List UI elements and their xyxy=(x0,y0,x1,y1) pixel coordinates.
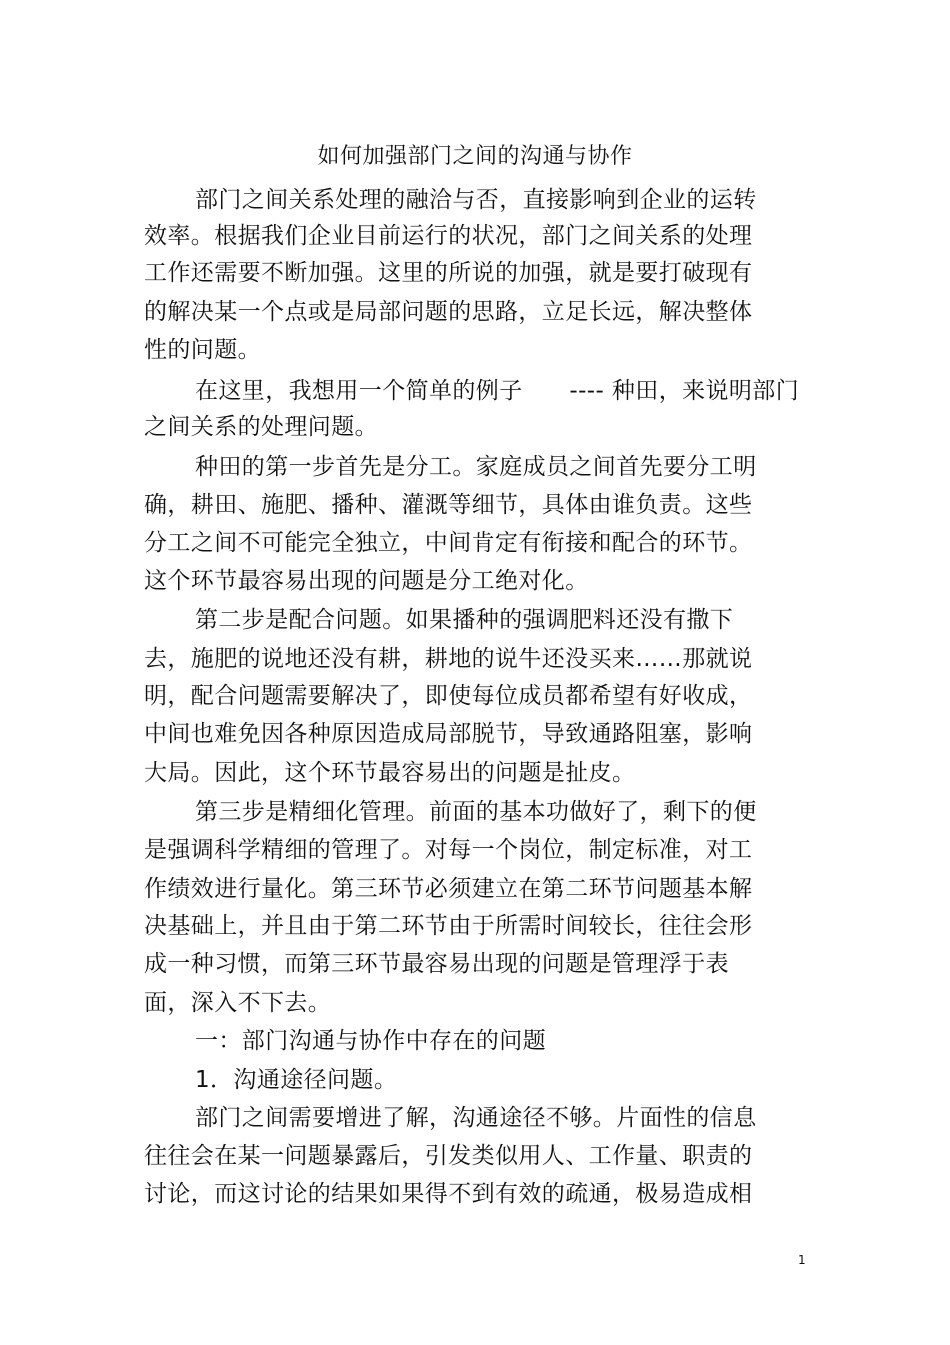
body-line: 去，施肥的说地还没有耕，耕地的说牛还没买来……那就说 xyxy=(144,646,753,672)
body-line: 往往会在某一问题暴露后，引发类似用人、工作量、职责的 xyxy=(144,1143,753,1169)
body-line: 是强调科学精细的管理了。对每一个岗位，制定标准，对工 xyxy=(144,837,753,863)
body-line: 确，耕田、施肥、播种、灌溉等细节，具体由谁负责。这些 xyxy=(144,492,753,518)
body-line: 在这里，我想用一个简单的例子 ---- 种田，来说明部门 xyxy=(195,378,800,404)
body-line: 决基础上，并且由于第二环节由于所需时间较长，往往会形 xyxy=(144,913,753,939)
section-heading: 一：部门沟通与协作中存在的问题 xyxy=(195,1028,546,1054)
body-line: 成一种习惯，而第三环节最容易出现的问题是管理浮于表 xyxy=(144,951,729,977)
body-line: 的解决某一个点或是局部问题的思路，立足长远，解决整体 xyxy=(144,299,753,325)
body-line: 性的问题。 xyxy=(144,337,261,363)
body-line: 明，配合问题需要解决了，即使每位成员都希望有好收成， xyxy=(144,683,753,709)
body-line: 分工之间不可能完全独立，中间肯定有衔接和配合的环节。 xyxy=(144,530,753,556)
body-line: 这个环节最容易出现的问题是分工绝对化。 xyxy=(144,568,589,594)
body-line: 面，深入不下去。 xyxy=(144,990,332,1016)
body-line: 作绩效进行量化。第三环节必须建立在第二环节问题基本解 xyxy=(144,876,753,902)
body-line: 讨论，而这讨论的结果如果得不到有效的疏通，极易造成相 xyxy=(144,1181,753,1207)
body-line: 效率。根据我们企业目前运行的状况，部门之间关系的处理 xyxy=(144,223,753,249)
page-number: 1 xyxy=(798,1253,806,1267)
body-line: 部门之间关系处理的融洽与否，直接影响到企业的运转 xyxy=(195,187,757,213)
body-line: 第二步是配合问题。如果播种的强调肥料还没有撒下 xyxy=(195,607,734,633)
subsection-heading: 1．沟通途径问题。 xyxy=(195,1067,398,1093)
body-line: 部门之间需要增进了解，沟通途径不够。片面性的信息 xyxy=(195,1105,757,1131)
body-line: 大局。因此，这个环节最容易出的问题是扯皮。 xyxy=(144,760,636,786)
body-line: 第三步是精细化管理。前面的基本功做好了，剩下的便 xyxy=(195,799,757,825)
document-title: 如何加强部门之间的沟通与协作 xyxy=(317,144,633,169)
body-line: 种田的第一步首先是分工。家庭成员之间首先要分工明 xyxy=(195,454,757,480)
body-line: 中间也难免因各种原因造成局部脱节，导致通路阻塞，影响 xyxy=(144,721,753,747)
body-line: 之间关系的处理问题。 xyxy=(144,414,378,440)
body-line: 工作还需要不断加强。这里的所说的加强，就是要打破现有 xyxy=(144,260,753,286)
